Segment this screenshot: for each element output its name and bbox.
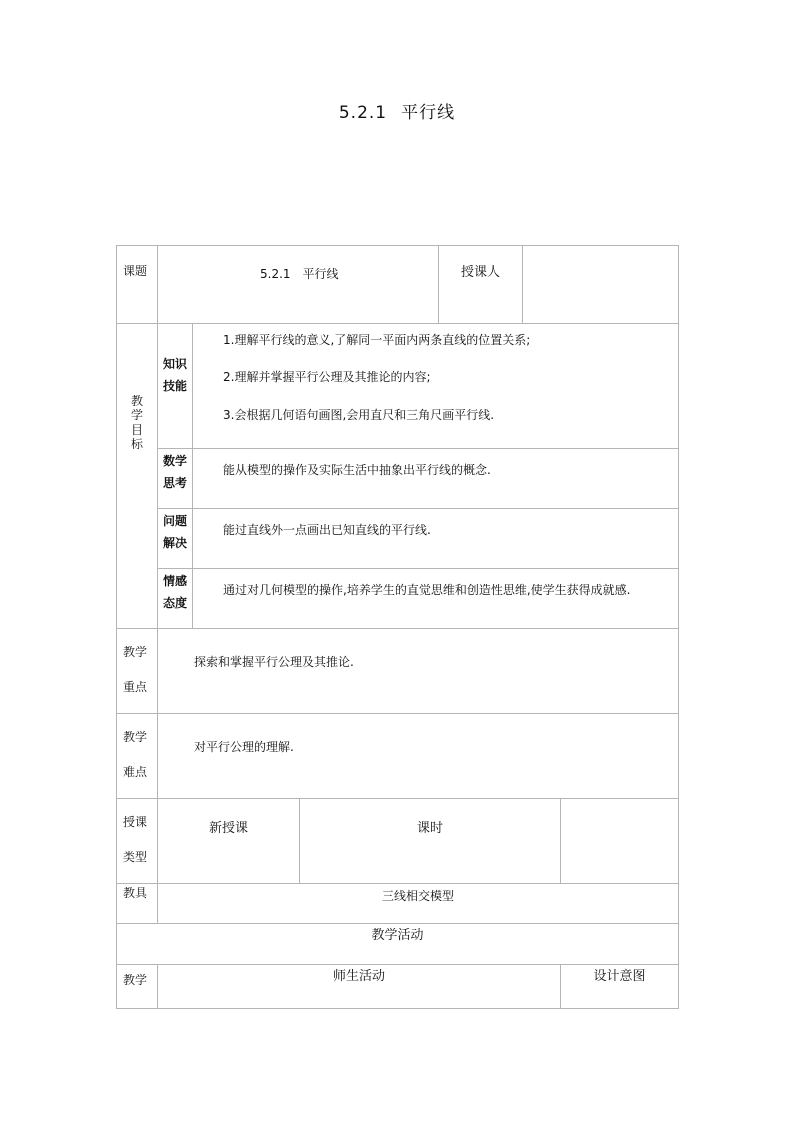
knowledge-items: 1.理解平行线的意义,了解同一平面内两条直线的位置关系; 2.理解并掌握平行公理及其推论的内容; 3.会根据几何语句画图,会用直尺和三角尺画平行线. [193, 324, 679, 449]
difficulty-label: 教学 难点 [117, 714, 158, 799]
hours-label: 课时 [300, 799, 561, 884]
title-number: 5.2.1 [338, 103, 388, 123]
knowledge-row [117, 324, 679, 449]
attitude-row [117, 569, 679, 629]
teacher-label: 授课人 [439, 246, 523, 324]
lesson-type-row [117, 799, 679, 884]
difficulty-row [117, 714, 679, 799]
goals-label: 教 学 目 标 [117, 324, 158, 629]
difficulty-text: 对平行公理的理解. [158, 714, 679, 799]
problem-row [117, 509, 679, 569]
teacher-student-label: 师生活动 [158, 965, 561, 1009]
topic-label: 课题 [117, 246, 158, 324]
problem-label: 问题 解决 [158, 509, 193, 569]
thinking-text: 能从模型的操作及实际生活中抽象出平行线的概念. [193, 449, 679, 509]
activities-header: 教学活动 [117, 924, 679, 965]
tools-row [117, 884, 679, 924]
page-title [0, 98, 794, 123]
focus-row [117, 629, 679, 714]
focus-label: 教学 重点 [117, 629, 158, 714]
title-text: 平行线 [401, 103, 456, 123]
teacher-value[interactable] [523, 246, 679, 324]
lesson-plan-table [116, 245, 679, 1009]
steps-label: 教学 [117, 965, 158, 1009]
activity-columns-row [117, 965, 679, 1009]
activities-header-row [117, 924, 679, 965]
focus-text: 探索和掌握平行公理及其推论. [158, 629, 679, 714]
hours-value[interactable] [561, 799, 679, 884]
tools-value: 三线相交模型 [158, 884, 679, 924]
problem-text: 能过直线外一点画出已知直线的平行线. [193, 509, 679, 569]
topic-value: 5.2.1 平行线 [158, 246, 439, 324]
attitude-label: 情感 态度 [158, 569, 193, 629]
thinking-row [117, 449, 679, 509]
thinking-label: 数学 思考 [158, 449, 193, 509]
lesson-type-value: 新授课 [158, 799, 300, 884]
tools-label: 教具 [117, 884, 158, 924]
lesson-type-label: 授课 类型 [117, 799, 158, 884]
attitude-text: 通过对几何模型的操作,培养学生的直觉思维和创造性思维,使学生获得成就感. [193, 569, 679, 629]
design-label: 设计意图 [561, 965, 679, 1009]
knowledge-label: 知识 技能 [158, 324, 193, 449]
topic-row [117, 246, 679, 324]
